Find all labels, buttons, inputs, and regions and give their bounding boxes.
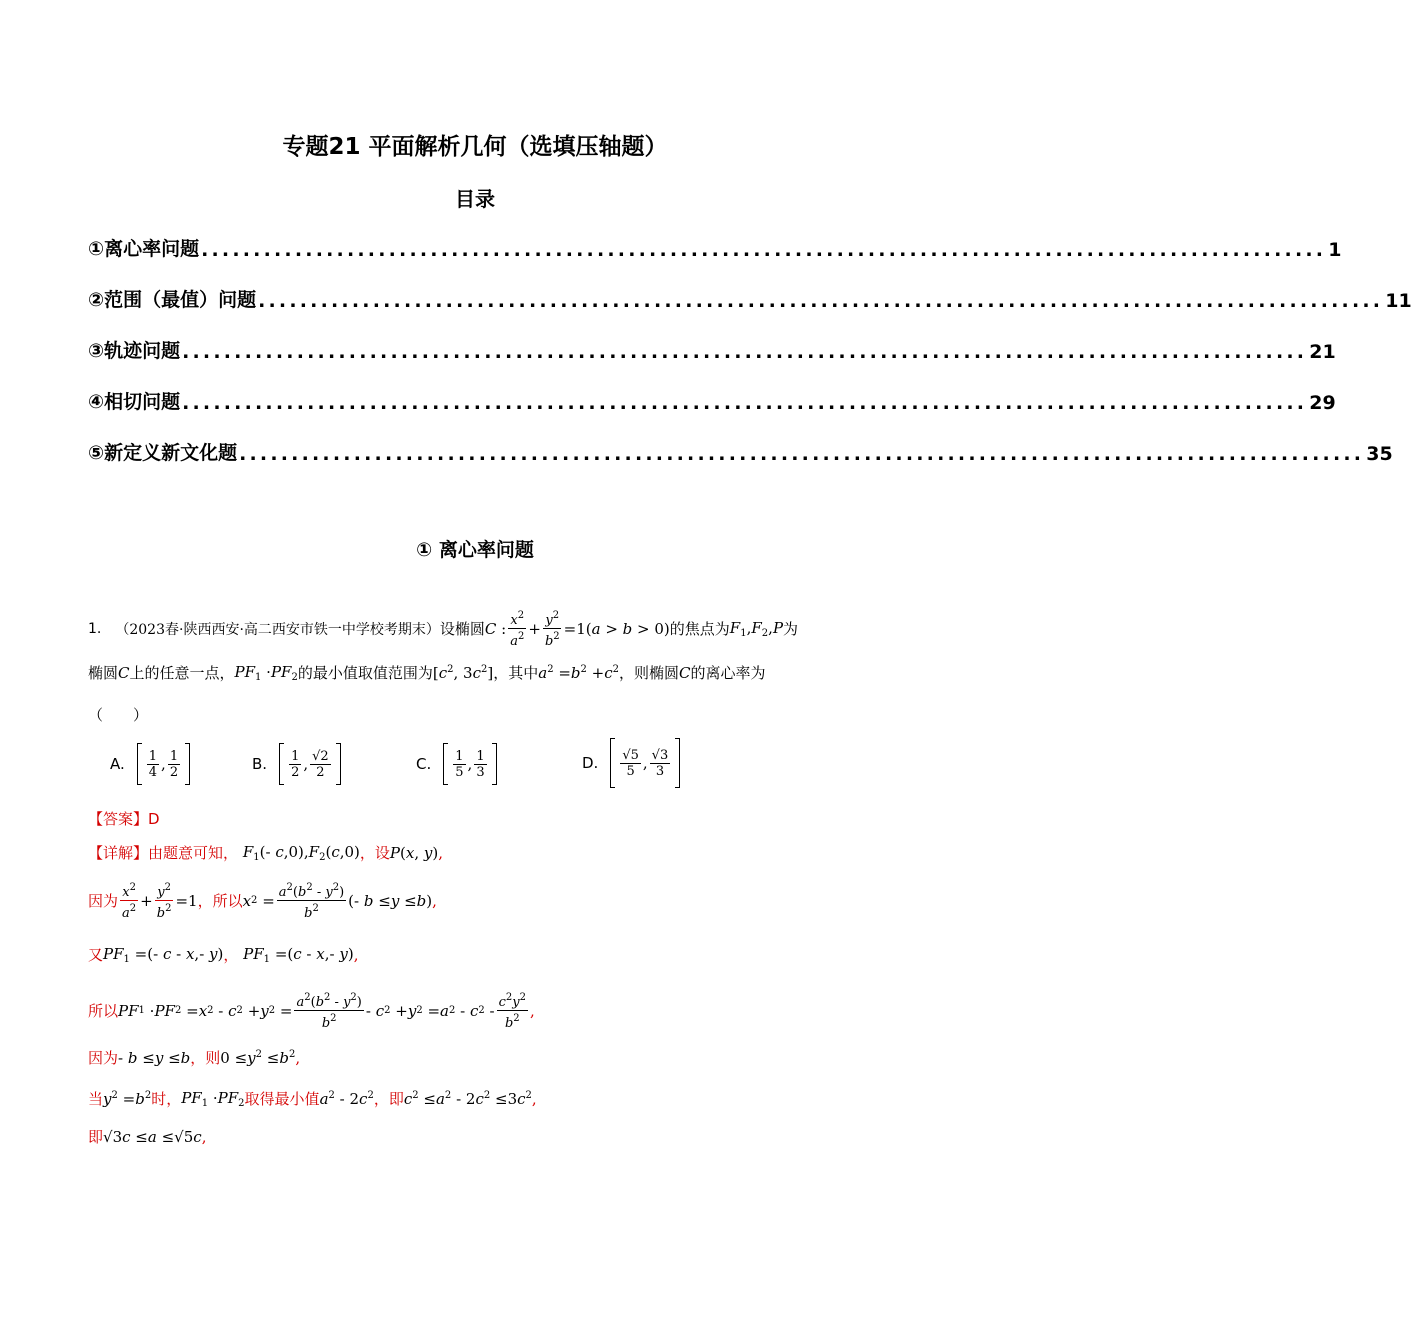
dot-product-expr: $PF_1 \cdot PF_2$ — [181, 1088, 245, 1109]
toc-label: ①离心率问题 — [88, 238, 200, 260]
solution-text: ，设 — [359, 844, 390, 862]
solution-line-3: 又 $PF_1$ =(- c - x,- y) ， $PF_1 =(c - x,-$ y) , — [88, 944, 359, 965]
problem-text: 的最小值取值范围为 — [297, 664, 433, 682]
solution-text: 取得最小值 — [244, 1090, 320, 1108]
solution-text: 又 — [88, 946, 104, 964]
toc-label: ②范围（最值）问题 — [88, 289, 257, 311]
option-key: B. — [252, 755, 268, 773]
foci-symbols: $F_1,F_2,P$ — [729, 618, 784, 639]
y-range: - b ≤y ≤b — [118, 1048, 191, 1067]
page-title: 专题21 平面解析几何（选填压轴题） — [282, 134, 668, 160]
final-inequality: √3c ≤a ≤√5c — [103, 1127, 202, 1146]
option-c[interactable]: C. $\frac{1}{5}$ , $\frac{1}{3}$ — [416, 743, 497, 785]
ellipse-eq-inline: $\frac{x^2}{a^2}$ + $\frac{y^2}{b^2}$ =1 — [122, 882, 198, 921]
problem-text: ，其中 — [493, 664, 539, 682]
answer-line — [88, 808, 160, 829]
problem-text: 的离心率为 — [690, 664, 766, 682]
toc-entry-new-definition[interactable] — [88, 435, 1393, 465]
toc-leader: ............................................................................................................ — [239, 443, 1365, 465]
solution-line-2: 因为 $\frac{x^2}{a^2}$ + $\frac{y^2}{b^2}$ =1 ，所以 x 2 = $\frac{a^2(b^2 - y^2)}{b^2}$ (- b ≤ y ≤ b ) , — [88, 882, 437, 921]
dot-product-expr: $PF_1 \cdot PF_2$ — [234, 662, 298, 683]
toc-page: 21 — [1309, 341, 1336, 363]
solution-text: 因为 — [88, 892, 119, 910]
toc-page: 35 — [1366, 443, 1393, 465]
option-key: D. — [582, 754, 599, 772]
point-p: P(x, y) — [389, 843, 439, 862]
solution-line-4: 所以 PF 1 · PF 2 = x 2 - c 2 + y 2 = $\frac{a^2(b^2 - y^2)}{b^2}$ - c 2 + y 2 = a 2 - c 2 - $\frac{c^2y^2}{b^2}$ , — [88, 992, 535, 1031]
answer-value: D — [148, 810, 160, 828]
solution-text: ，则 — [190, 1049, 221, 1067]
toc-leader: ............................................................................................................ — [182, 392, 1308, 414]
problem-text: ，则椭圆 — [619, 664, 680, 682]
solution-text: ，所以 — [197, 892, 243, 910]
option-key: A. — [110, 755, 125, 773]
solution-line-1: 【详解】 由题意可知， $F_1(-$ $c,0),F_2(c,0)$ ，设 P(x, y) , — [88, 842, 443, 863]
solution-text: ，即 — [373, 1090, 404, 1108]
range-interval: [$c^2$, $3c^2$] — [432, 663, 494, 682]
x-squared-expr: x 2 = $\frac{a^2(b^2 - y^2)}{b^2}$ (- b ≤ y ≤ b ) — [242, 882, 433, 921]
toc-entry-range[interactable] — [88, 282, 1412, 312]
solution-text: 当 — [88, 1090, 104, 1108]
dot-product-derivation: PF 1 · PF 2 = x 2 - c 2 + y 2 = $\frac{a^2(b^2 - y^2)}{b^2}$ - c 2 + y 2 = a 2 - c 2 - $\frac{c^2y^2}{b^2}$ — [118, 992, 526, 1031]
toc-leader: ............................................................................................................ — [182, 341, 1308, 363]
option-b[interactable]: B. $\frac{1}{2}$ , $\frac{√2}{2}$ — [252, 743, 341, 785]
answer-tag: 【答案】 — [88, 810, 149, 828]
solution-text: 即 — [88, 1128, 104, 1146]
problem-text: 设椭圆 — [439, 620, 485, 638]
problem-text: 上的任意一点， — [129, 664, 235, 682]
problem-source: （2023春·陕西西安·高二西安市铁一中学校考期末） — [115, 621, 440, 638]
toc-entry-tangent[interactable] — [88, 384, 1336, 414]
problem-text: 为 — [783, 620, 799, 638]
toc-page: 11 — [1385, 290, 1412, 312]
solution-line-5: 因为 - b ≤y ≤b ，则 $0 \le y^2 \le b^2$ , — [88, 1048, 301, 1067]
solution-text: 由题意可知， — [148, 844, 239, 862]
option-a[interactable]: A. $\frac{1}{4}$ , $\frac{1}{2}$ — [110, 743, 190, 785]
min-value: $a^2 - 2c^2$ — [319, 1089, 374, 1108]
toc-label: ③轨迹问题 — [88, 340, 181, 362]
vector-pf1: $PF_1$ =(- c - x,- y) — [103, 944, 224, 965]
toc-label: ⑤新定义新文化题 — [88, 442, 238, 464]
problem-text: 的焦点为 — [669, 620, 730, 638]
problem-line-2: 椭圆 C 上的任意一点， $PF_1 \cdot PF_2$ 的最小值取值范围为 [$c^2$, $3c^2$] ，其中 $a^2 =b^2 +c^2$ ，则椭圆 C 的离心率为 — [88, 662, 766, 683]
ellipse-equation: C : $\frac{x^2}{a^2}$ + $\frac{y^2}{b^2}$ =1( a > b > 0) — [484, 610, 670, 649]
problem-number: 1. — [88, 620, 102, 637]
toc-entry-eccentricity[interactable] — [88, 231, 1342, 261]
toc-page: 1 — [1328, 239, 1342, 261]
toc-entry-locus[interactable] — [88, 333, 1336, 363]
option-d[interactable]: D. $\frac{√5}{5}$ , $\frac{√3}{3}$ — [582, 738, 680, 788]
inequality: $c^2 \le a^2 - 2c^2 \le 3c^2$ — [403, 1089, 532, 1108]
solution-text: 因为 — [88, 1049, 119, 1067]
solution-line-7: 即 √3c ≤a ≤√5c , — [88, 1127, 207, 1146]
y-equals-b: $y^2 =b^2$ — [103, 1089, 152, 1108]
problem-line-1 — [88, 608, 868, 649]
toc-label: ④相切问题 — [88, 391, 181, 413]
y-squared-range: $0 \le y^2 \le b^2$ — [220, 1048, 296, 1067]
foci-coordinates: $F_1(-$ $c,0),F_2(c,0)$ — [242, 842, 360, 863]
option-key: C. — [416, 755, 432, 773]
solution-text: 所以 — [88, 1002, 119, 1020]
solution-text: 时， — [151, 1090, 182, 1108]
solution-line-6: 当 $y^2 =b^2$ 时， $PF_1 \cdot PF_2$ 取得最小值 $a^2 - 2c^2$ ，即 $c^2 \le a^2 - 2c^2 \le 3c^2$ , — [88, 1088, 537, 1109]
section-heading: ① 离心率问题 — [416, 539, 534, 561]
toc-leader: ............................................................................................................ — [258, 290, 1384, 312]
relation-expr: $a^2 =b^2 +c^2$ — [538, 663, 620, 682]
toc-page: 29 — [1309, 392, 1336, 414]
answer-paren: （ ） — [88, 706, 149, 724]
problem-text: 椭圆 — [88, 664, 119, 682]
toc-heading: 目录 — [455, 187, 495, 211]
vector-pf2: $PF_1 =(c - x,-$ y) — [243, 944, 354, 965]
detail-tag: 【详解】 — [88, 844, 149, 862]
toc-leader: ............................................................................................................ — [201, 239, 1327, 261]
